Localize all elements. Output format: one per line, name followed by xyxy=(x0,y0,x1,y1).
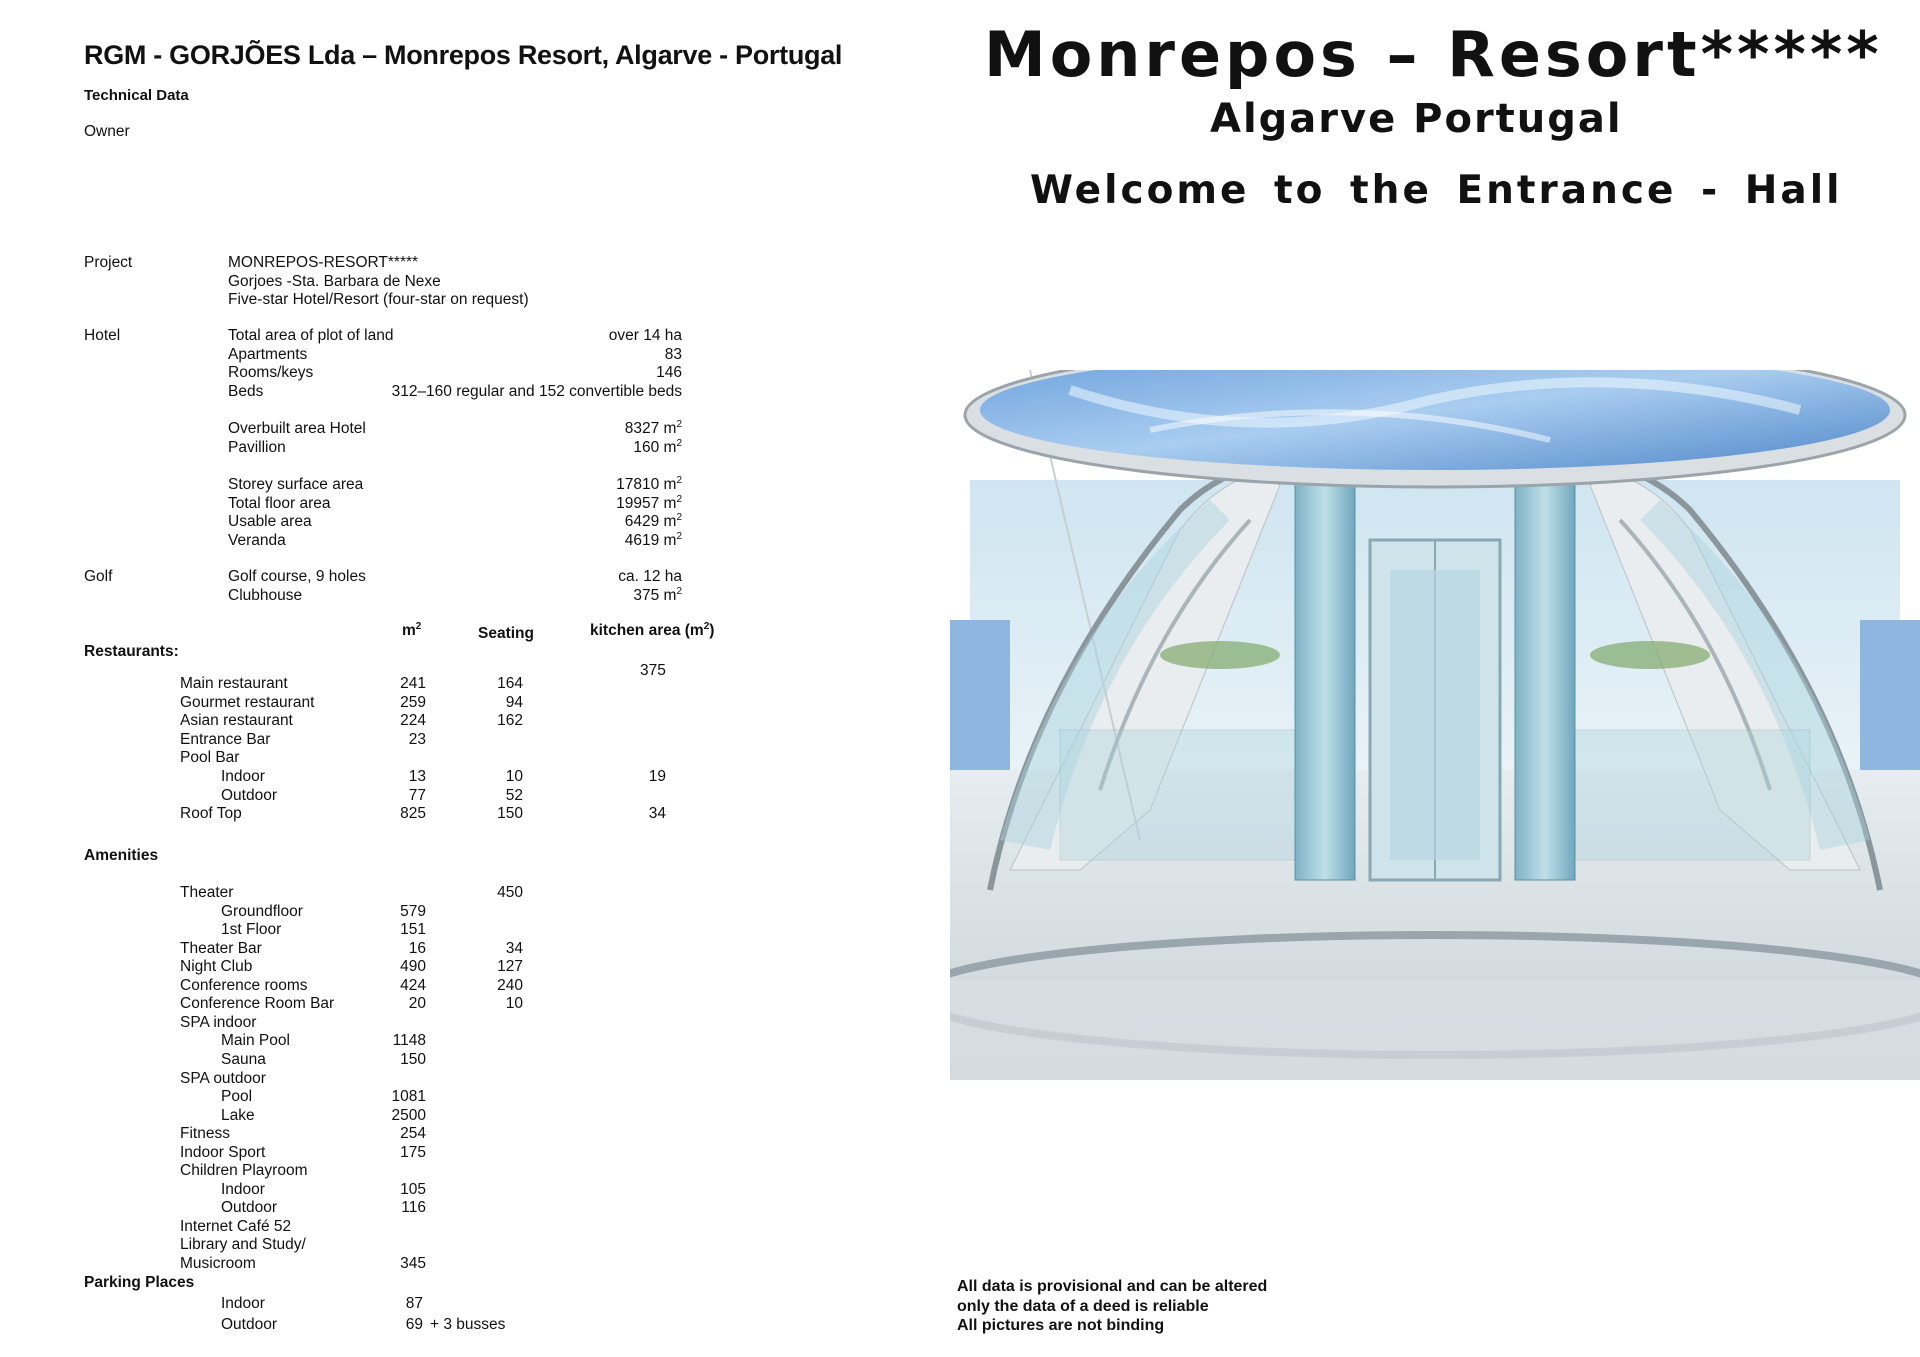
hotel-row-label: Apartments xyxy=(228,345,308,363)
disclaimer-line: All pictures are not binding xyxy=(957,1317,1165,1334)
amenity-m2: 175 xyxy=(400,1143,426,1161)
golf-row-label: Clubhouse xyxy=(228,586,303,604)
amenity-m2: 579 xyxy=(400,902,426,920)
amenity-seating: 127 xyxy=(497,958,523,976)
restaurant-kitchen-area: 34 xyxy=(648,805,666,823)
amenity-name: SPA outdoor xyxy=(180,1069,266,1087)
restaurant-name: Indoor xyxy=(221,768,265,785)
amenity-name: Main Pool xyxy=(221,1032,290,1050)
amenity-m2: 151 xyxy=(400,921,426,939)
golf-label: Golf xyxy=(84,568,113,585)
amenity-seating: 34 xyxy=(505,939,523,957)
project-line: Gorjoes -Sta. Barbara de Nexe xyxy=(228,272,441,290)
resort-location: Algarve Portugal xyxy=(1210,96,1623,142)
amenity-name: Groundfloor xyxy=(221,902,303,920)
hotel-row-label: Pavillion xyxy=(228,438,286,456)
hotel-row-value: 8327 $m^2$ xyxy=(624,418,682,437)
parking-count: 87 xyxy=(405,1295,423,1312)
parking-row-label: Indoor xyxy=(221,1295,265,1312)
amenity-m2: 490 xyxy=(400,958,426,976)
hotel-row-value: 146 xyxy=(656,364,682,382)
restaurant-m2: 259 xyxy=(400,693,426,711)
restaurant-m2: 825 xyxy=(400,805,426,823)
hotel-row-label: Usable area xyxy=(228,513,312,531)
amenity-name: Lake xyxy=(221,1106,255,1124)
restaurant-name: Asian restaurant xyxy=(180,712,293,730)
hotel-row-label: Total floor area xyxy=(228,494,331,512)
golf-row-value: ca. 12 ha xyxy=(618,568,682,585)
owner-label: Owner xyxy=(84,123,130,140)
parking-row-label: Outdoor xyxy=(221,1316,278,1333)
amenity-seating: 10 xyxy=(505,995,523,1013)
hotel-row-value: 17810 $m^2$ xyxy=(616,474,682,493)
column-header-m2: $m^2$ xyxy=(402,620,422,639)
restaurants-heading: Restaurants: xyxy=(84,643,179,660)
amenity-name: Fitness xyxy=(180,1125,230,1143)
column-header-kitchen: kitchen area $(m^2)$ xyxy=(590,620,715,639)
resort-title: Monrepos – Resort***** xyxy=(984,18,1883,91)
amenity-name: Conference Room Bar xyxy=(180,995,335,1013)
project-label: Project xyxy=(84,254,133,271)
amenity-name: Children Playroom xyxy=(180,1162,308,1180)
restaurant-seating: 52 xyxy=(505,786,523,804)
amenity-name: Outdoor xyxy=(221,1199,278,1217)
hotel-row-label: Veranda xyxy=(228,531,286,549)
disclaimer xyxy=(957,1277,1267,1336)
disclaimer-line: All data is provisional and can be altered xyxy=(957,1278,1268,1295)
restaurant-name: Pool Bar xyxy=(180,749,240,767)
amenity-m2: 1148 xyxy=(392,1032,426,1050)
amenity-name: Conference rooms xyxy=(180,976,308,994)
restaurant-name: Roof Top xyxy=(180,805,242,823)
amenity-seating: 240 xyxy=(497,976,523,994)
golf-row-label: Golf course, 9 holes xyxy=(228,568,366,585)
amenity-name: Theater xyxy=(180,884,234,901)
amenity-name: Indoor Sport xyxy=(180,1143,266,1161)
hotel-row-value: 83 xyxy=(664,345,682,363)
restaurant-name: Main restaurant xyxy=(180,675,288,692)
amenity-m2: 16 xyxy=(408,939,426,957)
column-header-seating: Seating xyxy=(478,625,534,642)
hotel-row-value: 19957 $m^2$ xyxy=(616,493,682,512)
amenity-name: Night Club xyxy=(180,958,253,976)
hotel-row-label: Total area of plot of land xyxy=(228,327,394,344)
restaurant-seating: 150 xyxy=(497,805,523,823)
restaurant-seating: 162 xyxy=(497,712,523,730)
welcome-heading: Welcome to the Entrance - Hall xyxy=(1030,168,1843,213)
parking-count: 69 xyxy=(405,1316,423,1333)
golf-row-value: 375 $m^2$ xyxy=(633,585,682,604)
restaurant-m2: 77 xyxy=(408,786,426,804)
hotel-row-value: 160 $m^2$ xyxy=(633,437,682,456)
restaurant-name: Gourmet restaurant xyxy=(180,693,315,711)
project-line: Five-star Hotel/Resort (four-star on request) xyxy=(228,291,529,309)
hotel-row-label: Storey surface area xyxy=(228,476,364,493)
amenity-m2: 2500 xyxy=(391,1106,426,1124)
amenity-m2: 150 xyxy=(400,1050,426,1068)
parking-heading: Parking Places xyxy=(84,1274,195,1291)
amenity-name: Pool xyxy=(221,1088,253,1106)
amenity-name: Library and Study/ xyxy=(180,1236,306,1254)
restaurant-seating: 10 xyxy=(505,768,523,785)
restaurant-kitchen-area: 19 xyxy=(648,768,666,785)
restaurant-m2: 13 xyxy=(408,768,426,785)
hotel-row-label: Beds xyxy=(228,382,264,400)
project-details xyxy=(228,254,529,310)
amenity-name: Musicroom xyxy=(180,1255,256,1272)
parking-extra: + 3 busses xyxy=(430,1316,506,1333)
restaurant-kitchen-area-total: 375 xyxy=(640,662,666,679)
amenity-m2: 345 xyxy=(400,1255,426,1272)
hotel-label: Hotel xyxy=(84,327,121,344)
hotel-row-value: 4619 $m^2$ xyxy=(624,530,682,549)
restaurant-m2: 241 xyxy=(400,675,426,692)
amenity-m2: 424 xyxy=(400,976,426,994)
hotel-row-value: 312–160 regular and 152 convertible beds xyxy=(391,382,682,400)
amenity-name: SPA indoor xyxy=(180,1013,257,1031)
entrance-hall-illustration xyxy=(950,370,1920,1080)
amenity-name: Sauna xyxy=(221,1050,266,1068)
hotel-row-value: 6429 $m^2$ xyxy=(624,512,682,531)
amenity-m2: 1081 xyxy=(391,1088,426,1106)
technical-data-heading: Technical Data xyxy=(84,87,189,104)
restaurant-name: Entrance Bar xyxy=(180,730,271,748)
amenity-name: Internet Café 52 xyxy=(180,1217,292,1235)
amenity-m2: 254 xyxy=(400,1125,426,1143)
restaurant-m2: 224 xyxy=(400,712,426,730)
amenity-seating: 450 xyxy=(497,884,523,901)
hotel-row-label: Rooms/keys xyxy=(228,364,314,382)
amenity-m2: 105 xyxy=(400,1180,426,1198)
amenity-m2: 20 xyxy=(408,995,426,1013)
amenity-name: Indoor xyxy=(221,1180,265,1198)
amenity-name: 1st Floor xyxy=(221,921,282,939)
restaurant-name: Outdoor xyxy=(221,786,278,804)
restaurant-seating: 94 xyxy=(505,693,523,711)
restaurant-m2: 23 xyxy=(408,730,426,748)
document-title: RGM - GORJÕES Lda – Monrepos Resort, Algarve - Portugal xyxy=(84,40,843,70)
amenity-m2: 116 xyxy=(401,1199,426,1217)
hotel-row-value: over 14 ha xyxy=(608,327,682,344)
hotel-row-label: Overbuilt area Hotel xyxy=(228,420,366,437)
amenity-name: Theater Bar xyxy=(180,939,262,957)
restaurant-seating: 164 xyxy=(497,675,523,692)
disclaimer-line: only the data of a deed is reliable xyxy=(957,1297,1209,1315)
amenities-heading: Amenities xyxy=(84,847,159,864)
project-line: MONREPOS-RESORT***** xyxy=(228,254,419,271)
